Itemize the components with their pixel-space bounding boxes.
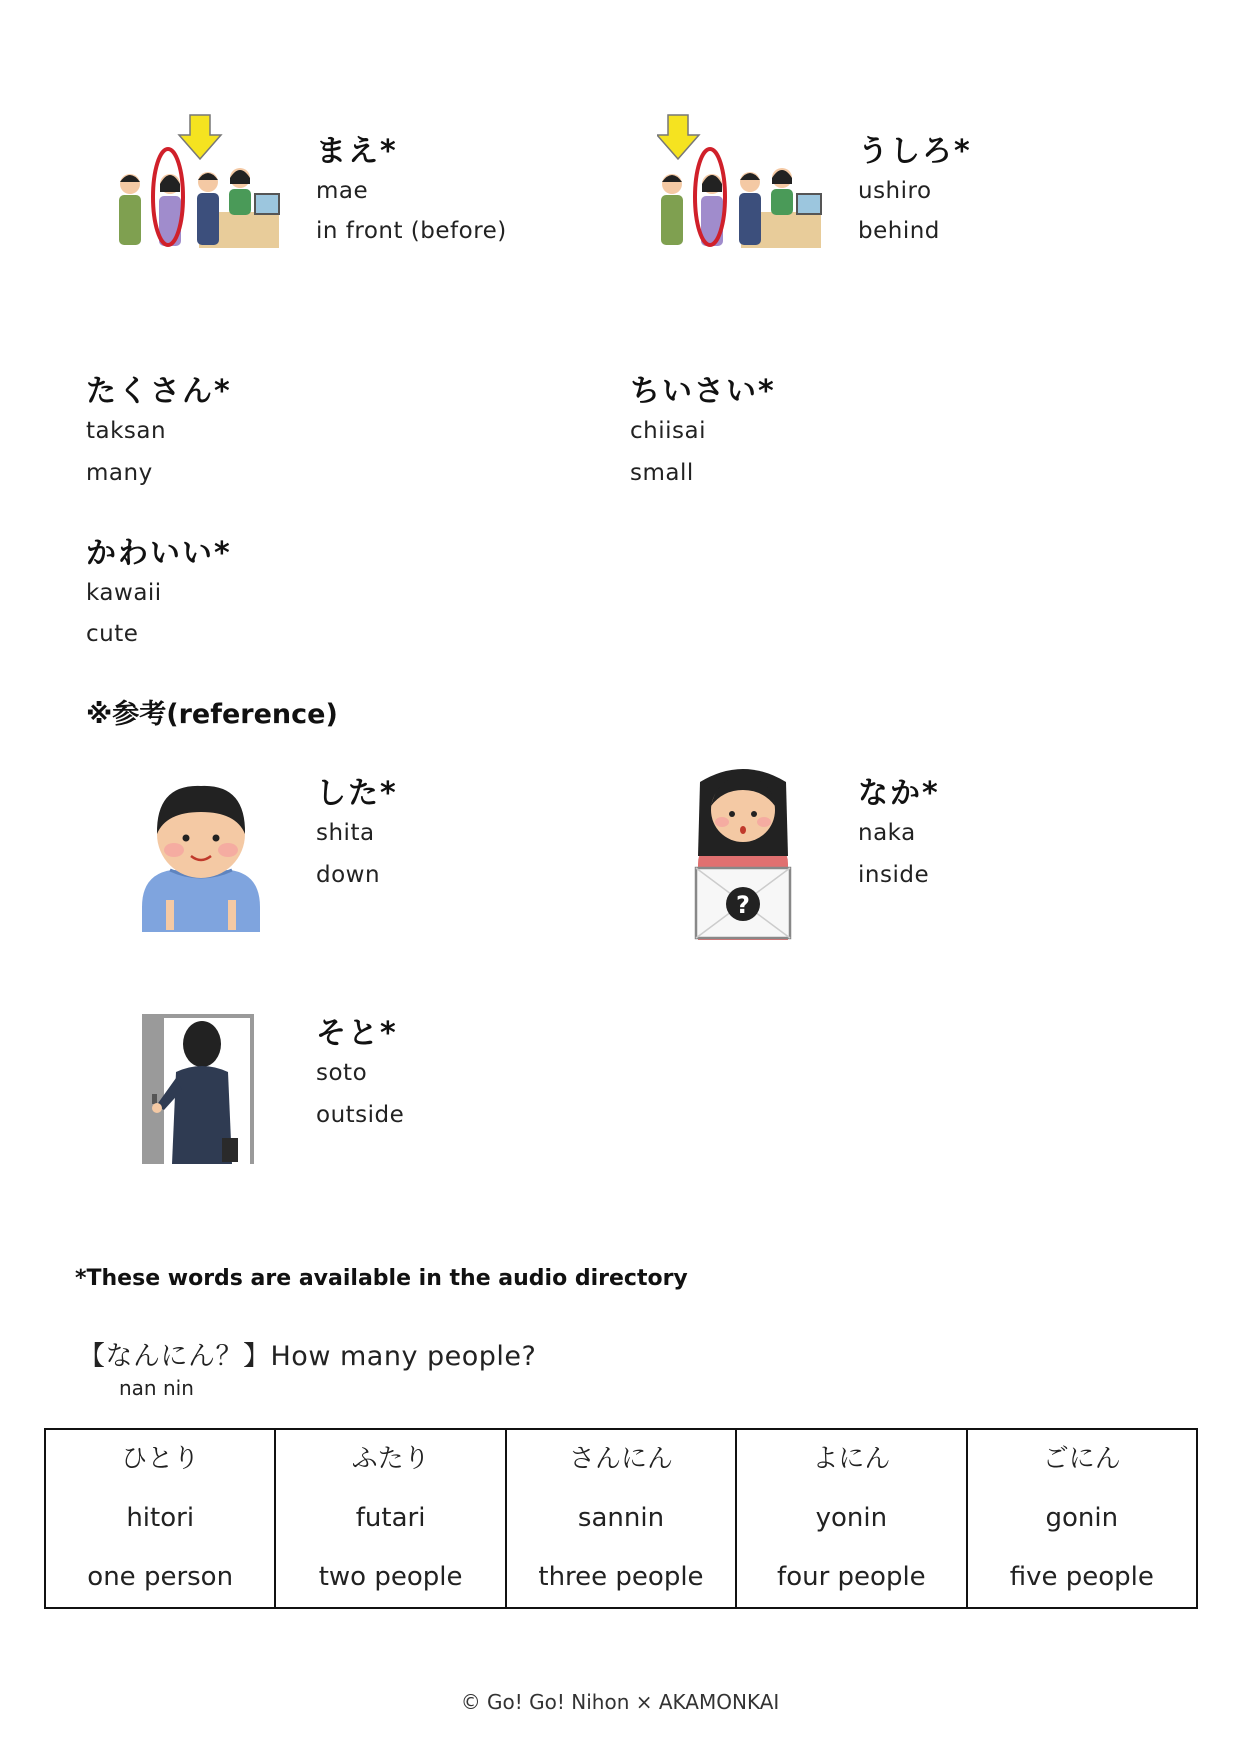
svg-text:?: ? xyxy=(736,891,750,919)
vocab-chiisai-meaning: small xyxy=(630,460,694,486)
vocab-mae-meaning: in front (before) xyxy=(316,218,507,244)
count-english: two people xyxy=(318,1562,463,1592)
ref-soto-romaji: soto xyxy=(316,1060,368,1086)
mae-illustration xyxy=(115,112,285,252)
shita-illustration xyxy=(136,772,266,942)
vocab-ushiro-meaning: behind xyxy=(858,218,940,244)
count-cell-hitori xyxy=(45,1429,275,1608)
count-cell-futari xyxy=(275,1429,505,1608)
count-english: one person xyxy=(87,1562,234,1592)
count-english: three people xyxy=(538,1562,704,1592)
table-row xyxy=(45,1429,1197,1608)
count-english: five people xyxy=(1009,1562,1154,1592)
ref-shita-meaning: down xyxy=(316,862,381,888)
vocab-takusan-meaning: many xyxy=(86,460,153,486)
vocab-kawaii-kana: かわいい* xyxy=(86,536,232,571)
vocab-kawaii-meaning: cute xyxy=(86,621,139,647)
soto-illustration xyxy=(142,1014,258,1164)
ref-soto-kana: そと* xyxy=(316,1016,398,1051)
reference-heading: ※参考(reference) xyxy=(86,699,338,730)
ref-shita-kana: した* xyxy=(316,776,398,811)
count-cell-yonin xyxy=(736,1429,966,1608)
count-kana: ふたり xyxy=(351,1444,430,1474)
vocab-chiisai-romaji: chiisai xyxy=(630,418,706,444)
ref-naka-kana: なか* xyxy=(858,776,940,811)
count-kana: さんにん xyxy=(568,1444,673,1474)
vocab-ushiro-romaji: ushiro xyxy=(858,178,932,204)
vocab-takusan-romaji: taksan xyxy=(86,418,167,444)
vocab-kawaii-romaji: kawaii xyxy=(86,580,162,606)
question-title: 【なんにん？】How many people? xyxy=(78,1341,537,1372)
count-kana: ひとり xyxy=(121,1444,200,1474)
ref-naka-meaning: inside xyxy=(858,862,930,888)
count-romaji: futari xyxy=(355,1503,426,1533)
ref-soto-meaning: outside xyxy=(316,1102,405,1128)
naka-illustration xyxy=(688,764,798,944)
audio-note: *These words are available in the audio directory xyxy=(75,1266,688,1291)
ref-shita-romaji: shita xyxy=(316,820,375,846)
count-cell-gonin xyxy=(967,1429,1197,1608)
vocab-chiisai-kana: ちいさい* xyxy=(630,374,776,409)
count-romaji: gonin xyxy=(1045,1503,1119,1533)
vocab-ushiro-kana: うしろ* xyxy=(858,134,972,169)
count-english: four people xyxy=(777,1562,926,1592)
ushiro-illustration xyxy=(657,112,827,252)
vocab-mae-romaji: mae xyxy=(316,178,369,204)
ref-naka-romaji: naka xyxy=(858,820,916,846)
count-romaji: sannin xyxy=(577,1503,665,1533)
count-kana: よにん xyxy=(812,1444,891,1474)
vocab-mae-kana: まえ* xyxy=(316,134,398,169)
people-count-table xyxy=(44,1428,1198,1609)
count-romaji: hitori xyxy=(126,1503,195,1533)
count-romaji: yonin xyxy=(815,1503,888,1533)
copyright-footer: © Go! Go! Nihon × AKAMONKAI xyxy=(460,1690,780,1714)
question-romaji: nan nin xyxy=(119,1376,194,1400)
vocab-takusan-kana: たくさん* xyxy=(86,374,232,409)
count-cell-sannin xyxy=(506,1429,736,1608)
count-kana: ごにん xyxy=(1042,1444,1121,1474)
